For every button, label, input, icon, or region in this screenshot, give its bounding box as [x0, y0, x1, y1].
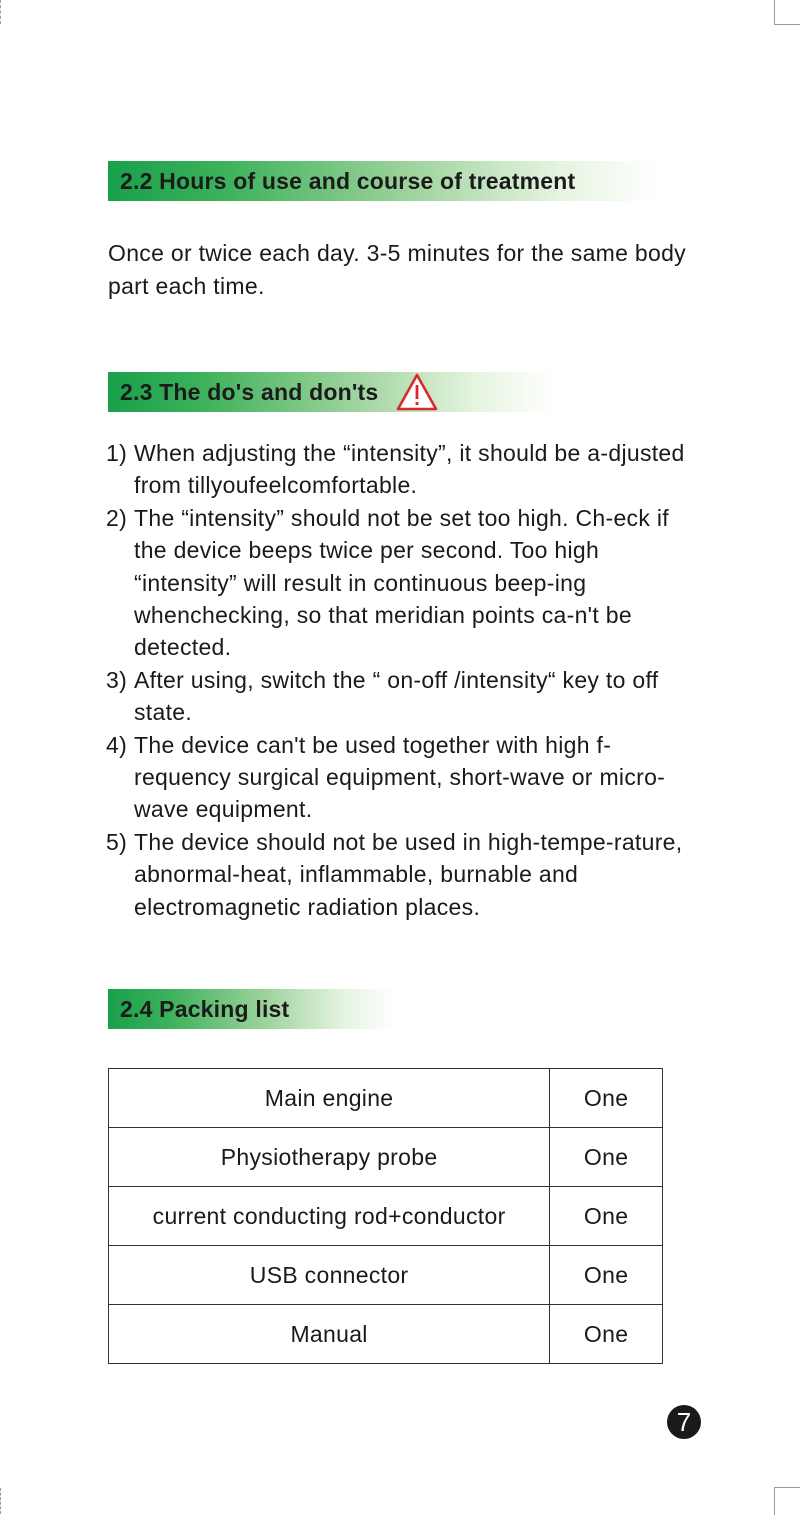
list-item-text: After using, switch the “ on-off /intensity“ key to off state. — [134, 666, 659, 726]
quantity-cell: One — [550, 1128, 663, 1187]
item-cell: Main engine — [109, 1069, 550, 1128]
item-cell: current conducting rod+conductor — [109, 1187, 550, 1246]
quantity-cell: One — [550, 1069, 663, 1128]
section-title: 2.4 Packing list — [120, 995, 290, 1022]
table-row — [109, 1305, 663, 1364]
page-number: 7 — [667, 1405, 701, 1439]
quantity-cell: One — [550, 1187, 663, 1246]
table-row — [109, 1128, 663, 1187]
list-item — [106, 826, 686, 923]
section-heading-hours — [108, 161, 658, 201]
section-heading-dos-donts — [108, 372, 556, 412]
section-title: 2.3 The do's and don'ts — [120, 378, 379, 405]
list-item-number: 5) — [106, 828, 128, 855]
crop-mark-bottom-left — [0, 1488, 2, 1514]
quantity-cell: One — [550, 1246, 663, 1305]
section-heading-packing-list — [108, 989, 396, 1029]
table-row — [109, 1246, 663, 1305]
table-row — [109, 1069, 663, 1128]
list-item — [106, 664, 686, 729]
list-item-text: When adjusting the “intensity”, it should be a-djusted from tillyoufeelcomfortable. — [134, 440, 685, 499]
dos-donts-list — [106, 437, 686, 923]
crop-mark-top-right — [774, 0, 800, 25]
section-title: 2.2 Hours of use and course of treatment — [120, 167, 576, 194]
list-item-number: 3) — [106, 666, 128, 693]
list-item — [106, 437, 686, 502]
list-item-text: The device should not be used in high-tempe-rature, abnormal-heat, inflammable, burnable and electromagnetic radiation places. — [134, 828, 683, 920]
crop-mark-bottom-right — [774, 1487, 800, 1515]
warning-triangle-icon — [396, 373, 438, 411]
quantity-cell: One — [550, 1305, 663, 1364]
list-item-number: 1) — [106, 440, 128, 466]
list-item-text: The “intensity” should not be set too high. Ch-eck if the device beeps twice per second. Too high “intensity” will result in continuous beep-ing whenchecking, so that meridian points ca-n't be detected. — [134, 504, 669, 661]
packing-list-table — [108, 1068, 663, 1364]
list-item — [106, 502, 686, 664]
item-cell: Manual — [109, 1305, 550, 1364]
table-row — [109, 1187, 663, 1246]
item-cell: Physiotherapy probe — [109, 1128, 550, 1187]
list-item-text: The device can't be used together with high f-requency surgical equipment, short-wave or micro-wave equipment. — [134, 731, 666, 823]
list-item — [106, 729, 686, 826]
hours-paragraph: Once or twice each day. 3-5 minutes for the same body part each time. — [108, 240, 686, 299]
crop-mark-top-left — [0, 0, 2, 24]
list-item-number: 4) — [106, 731, 128, 758]
item-cell: USB connector — [109, 1246, 550, 1305]
list-item-number: 2) — [106, 504, 128, 531]
